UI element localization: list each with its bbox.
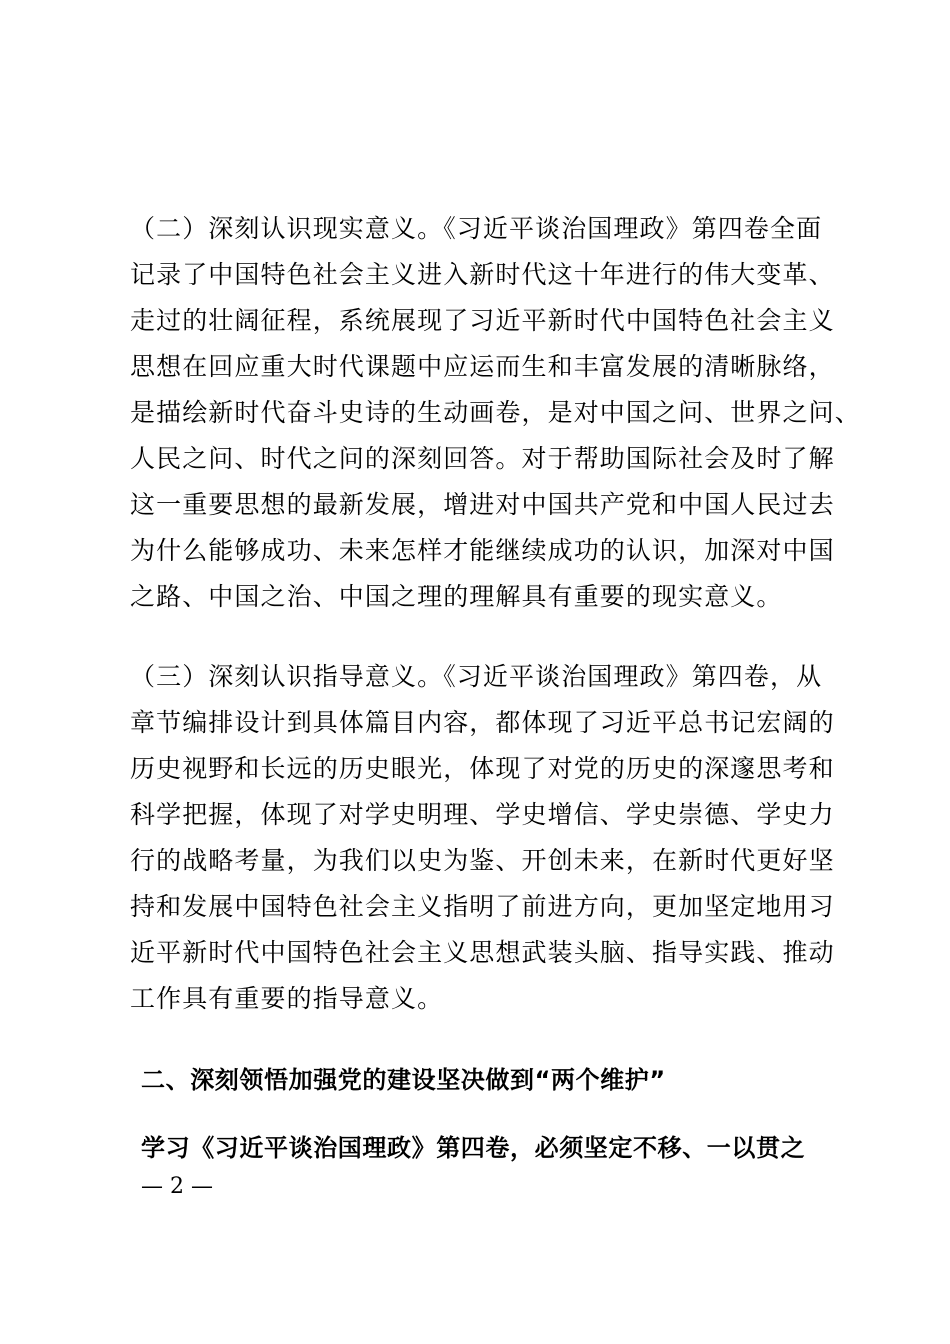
paragraph-line: 章节编排设计到具体篇目内容，都体现了习近平总书记宏阔的	[130, 708, 835, 737]
paragraph-line: （三）深刻认识指导意义。《习近平谈治国理政》第四卷，从	[130, 662, 823, 691]
paragraph-line: 为什么能够成功、未来怎样才能继续成功的认识，加深对中国	[130, 536, 835, 565]
paragraph-line: 记录了中国特色社会主义进入新时代这十年进行的伟大变革、	[130, 260, 835, 289]
paragraph-line: 工作具有重要的指导意义。	[130, 984, 444, 1013]
paragraph-line: 历史视野和长远的历史眼光，体现了对党的历史的深邃思考和	[130, 754, 835, 783]
paragraph-line: 人民之问、时代之问的深刻回答。对于帮助国际社会及时了解	[130, 444, 835, 473]
paragraph-line: 之路、中国之治、中国之理的理解具有重要的现实意义。	[130, 582, 783, 611]
paragraph-line: 行的战略考量，为我们以史为鉴、开创未来，在新时代更好坚	[130, 846, 835, 875]
paragraph-guiding-significance	[130, 654, 850, 1022]
page-number: — 2 —	[141, 1174, 213, 1199]
section-body-first-line: 学习《习近平谈治国理政》第四卷，必须坚定不移、一以贯之	[141, 1134, 806, 1162]
paragraph-line: 持和发展中国特色社会主义指明了前进方向，更加坚定地用习	[130, 892, 835, 921]
paragraph-line: 是描绘新时代奋斗史诗的生动画卷，是对中国之问、世界之问、	[130, 398, 861, 427]
paragraph-line: 思想在回应重大时代课题中应运而生和丰富发展的清晰脉络，	[130, 352, 835, 381]
paragraph-line: 近平新时代中国特色社会主义思想武装头脑、指导实践、推动	[130, 938, 835, 967]
paragraph-line: （二）深刻认识现实意义。《习近平谈治国理政》第四卷全面	[130, 214, 823, 243]
paragraph-line: 科学把握，体现了对学史明理、学史增信、学史崇德、学史力	[130, 800, 835, 829]
paragraph-line: 走过的壮阔征程，系统展现了习近平新时代中国特色社会主义	[130, 306, 835, 335]
paragraph-line: 这一重要思想的最新发展，增进对中国共产党和中国人民过去	[130, 490, 835, 519]
paragraph-practical-significance	[130, 206, 861, 620]
section-heading: 二、深刻领悟加强党的建设坚决做到“两个维护”	[141, 1066, 666, 1094]
